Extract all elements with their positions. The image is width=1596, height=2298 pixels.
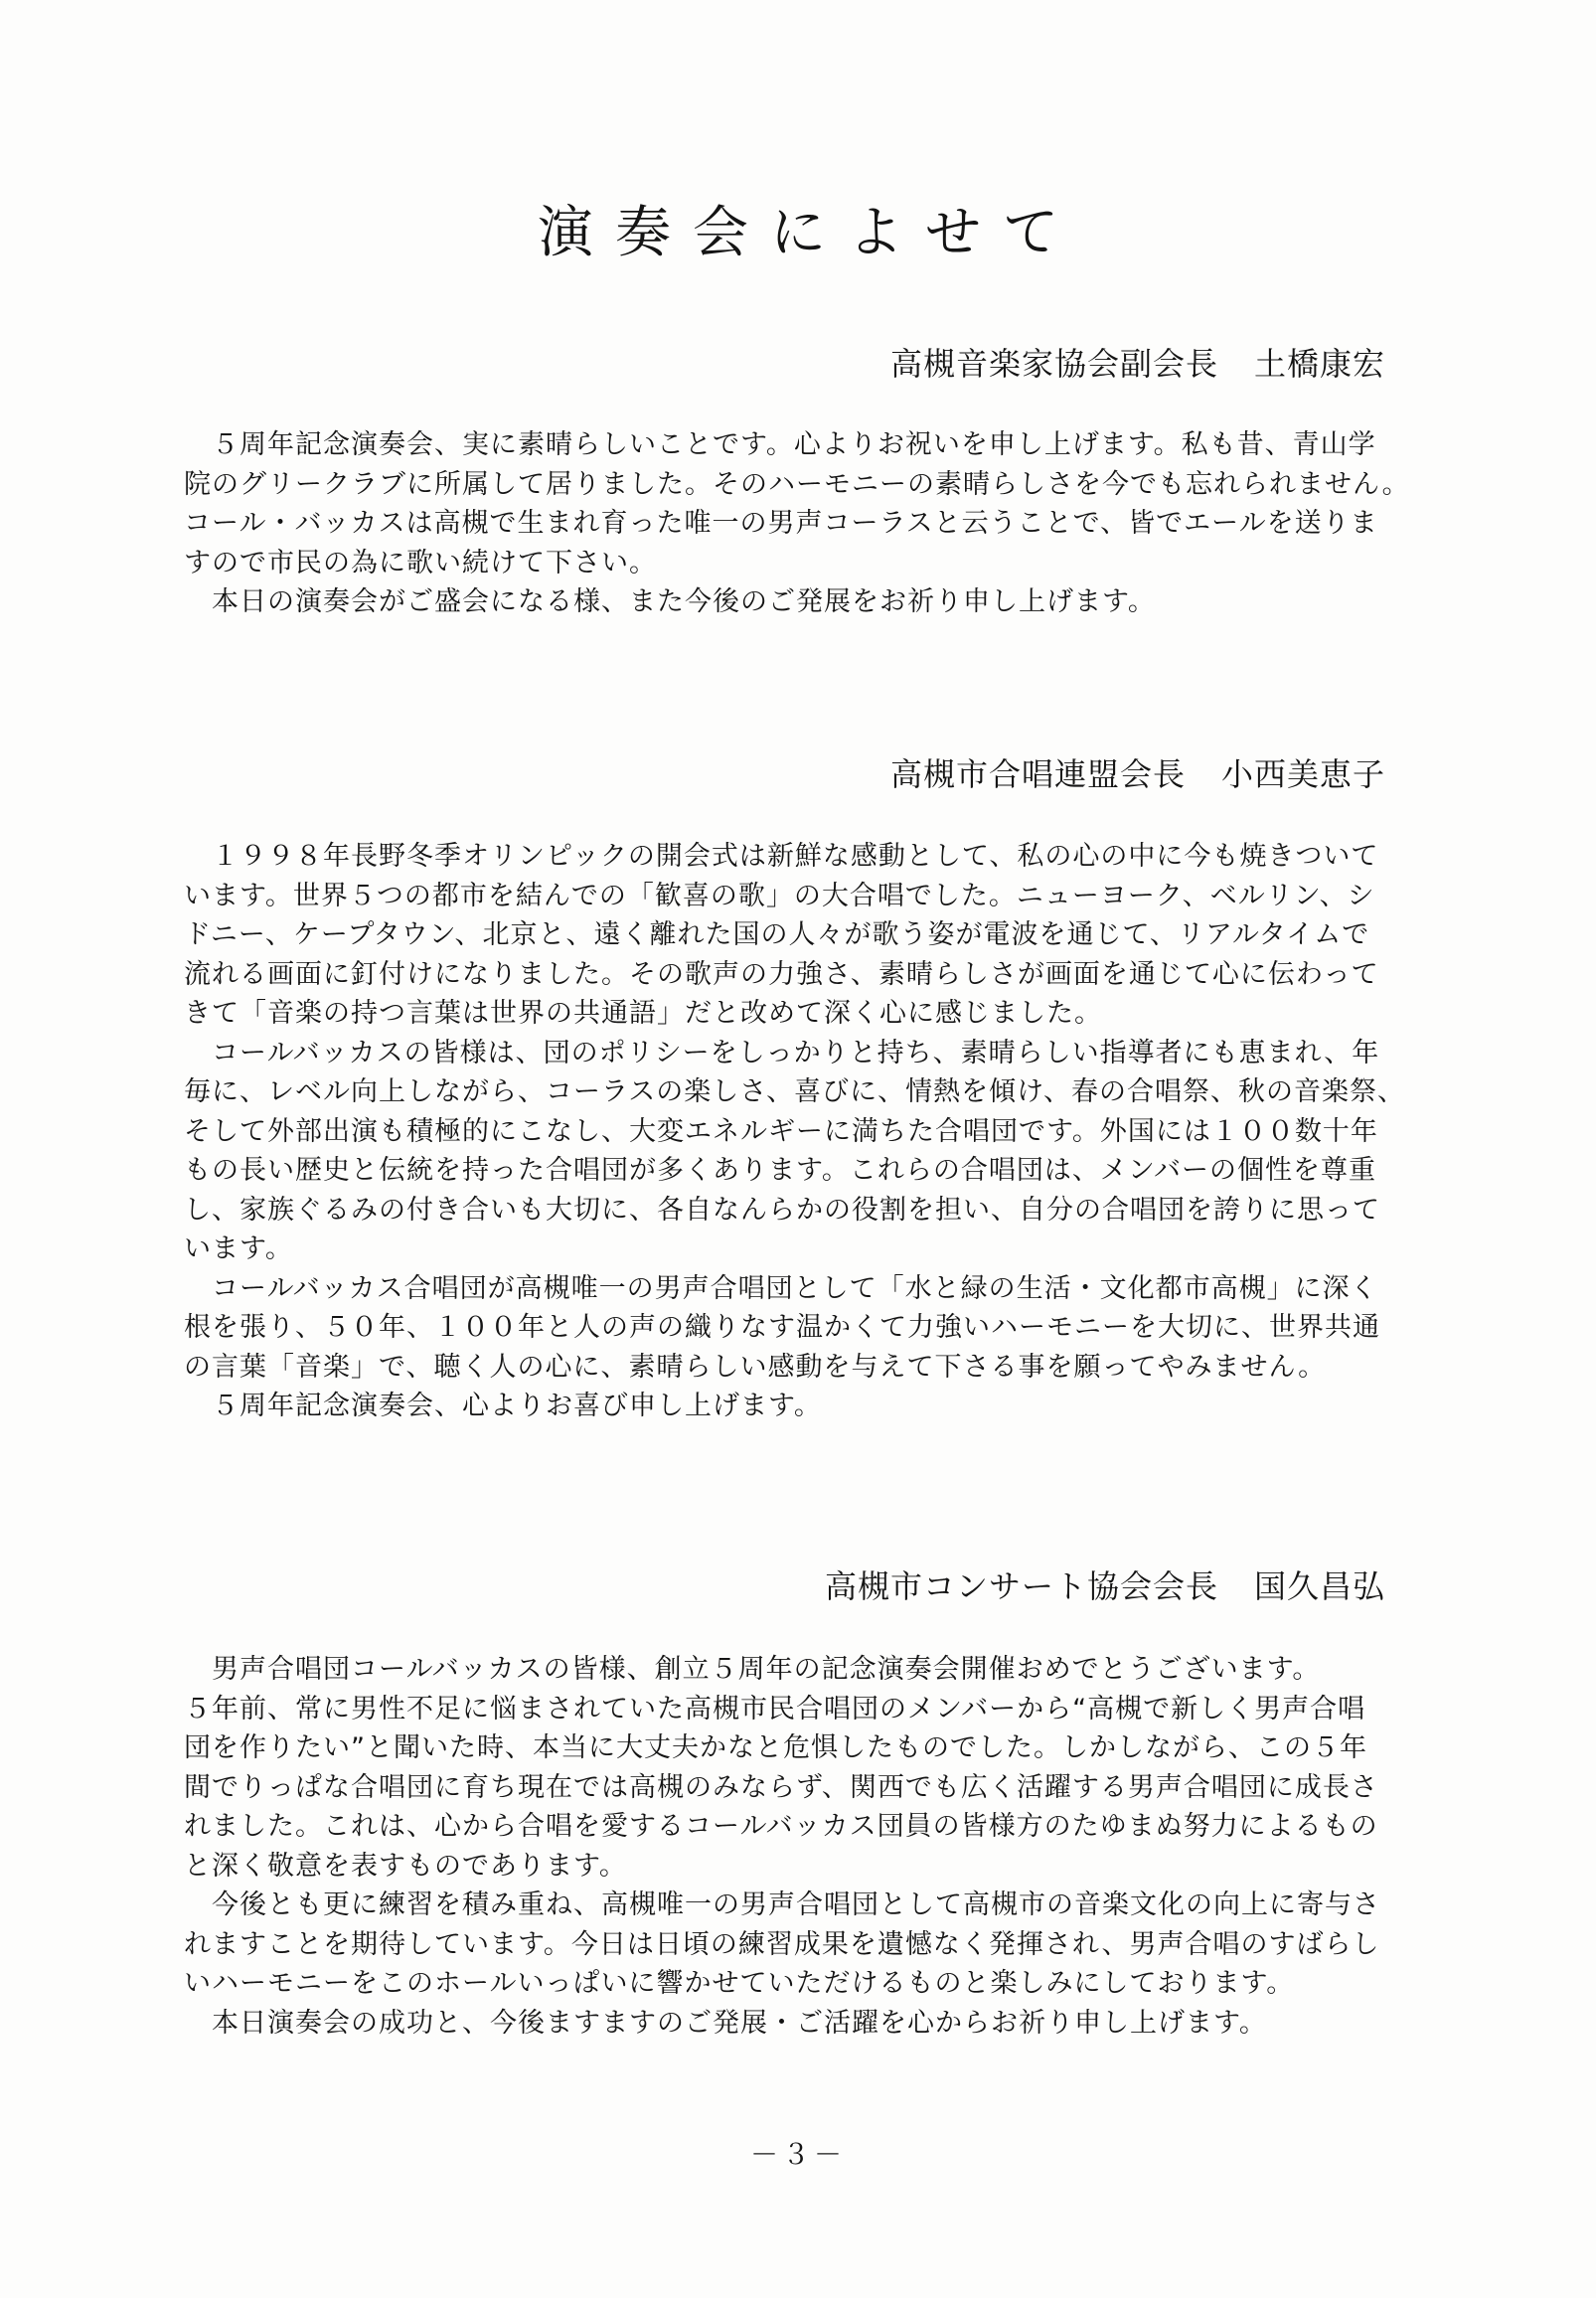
text-line: すので市民の為に歌い続けて下さい。 xyxy=(184,547,657,578)
page-title: 演奏会によせて xyxy=(538,201,1080,265)
text-line: もの長い歴史と伝統を持った合唱団が多くあります。これらの合唱団は、メンバーの個性を尊重 xyxy=(184,1155,1376,1186)
author-role: 高槻音楽家協会副会長 xyxy=(889,345,1218,383)
message-body xyxy=(184,425,1410,622)
text-line: の言葉「音楽」で、聴く人の心に、素晴らしい感動を与えて下さる事を願ってやみません。 xyxy=(184,1351,1327,1383)
page-number: －３－ xyxy=(749,2138,846,2171)
text-line: １９９８年長野冬季オリンピックの開会式は新鮮な感動として、私の心の中に今も焼きついて xyxy=(184,841,1379,872)
author-line xyxy=(890,750,1385,798)
text-line: 今後とも更に練習を積み重ね、高槻唯一の男声合唱団として高槻市の音楽文化の向上に寄与さ xyxy=(184,1889,1380,1920)
text-line: 根を張り、５０年、１００年と人の声の織りなす温かくて力強いハーモニーを大切に、世界共通 xyxy=(184,1312,1380,1343)
author-role: 高槻市コンサート協会会長 xyxy=(824,1567,1218,1605)
message-body xyxy=(184,837,1406,1426)
text-line: 間でりっぱな合唱団に育ち現在では高槻のみならず、関西でも広く活躍する男声合唱団に成長さ xyxy=(184,1771,1378,1803)
text-line: 本日の演奏会がご盛会になる様、また今後のご発展をお祈り申し上げます。 xyxy=(184,586,1156,617)
text-line: いハーモニーをこのホールいっぱいに響かせていただけるものと楽しみにしております。 xyxy=(184,1968,1295,1999)
author-line xyxy=(890,340,1385,388)
text-line: 団を作りたい”と聞いた時、本当に大丈夫かなと危惧したものでした。しかしながら、この５年 xyxy=(184,1732,1367,1763)
text-line: ドニー、ケープタウン、北京と、遠く離れた国の人々が歌う姿が電波を通じて、リアルタイムで xyxy=(184,919,1370,950)
text-line: います。 xyxy=(184,1233,293,1264)
author-name: 土橋康宏 xyxy=(1253,345,1385,383)
text-line: きて「音楽の持つ言葉は世界の共通語」だと改めて深く心に感じました。 xyxy=(184,998,1102,1029)
text-line: 本日演奏会の成功と、今後ますますのご発展・ご活躍を心からお祈り申し上げます。 xyxy=(184,2007,1267,2039)
text-line: 院のグリークラブに所属して居りました。そのハーモニーの素晴らしさを今でも忘れられません。 xyxy=(184,468,1410,500)
text-line: コールバッカスの皆様は、団のポリシーをしっかりと持ち、素晴らしい指導者にも恵まれ、年 xyxy=(184,1037,1380,1068)
text-line: れますことを期待しています。今日は日頃の練習成果を遺憾なく発揮され、男声合唱のすばらし xyxy=(184,1928,1380,1960)
text-line: コールバッカス合唱団が高槻唯一の男声合唱団として「水と緑の生活・文化都市高槻」に深く xyxy=(184,1272,1378,1304)
text-line: 流れる画面に釘付けになりました。その歌声の力強さ、素晴らしさが画面を通じて心に伝わって xyxy=(184,958,1379,990)
author-name: 小西美恵子 xyxy=(1220,755,1385,793)
text-line: そして外部出演も積極的にこなし、大変エネルギーに満ちた合唱団です。外国には１００数十年 xyxy=(184,1115,1378,1147)
message-body xyxy=(184,1650,1406,2043)
author-name: 国久昌弘 xyxy=(1253,1567,1385,1605)
author-line xyxy=(825,1562,1385,1610)
text-line: ５周年記念演奏会、実に素晴らしいことです。心よりお祝いを申し上げます。私も昔、青山学 xyxy=(184,429,1376,460)
text-line: と深く敬意を表すものであります。 xyxy=(184,1850,627,1882)
text-line: ５年前、常に男性不足に悩まされていた高槻市民合唱団のメンバーから“高槻で新しく男声合唱 xyxy=(184,1693,1366,1724)
text-line: 男声合唱団コールバッカスの皆様、創立５周年の記念演奏会開催おめでとうございます。 xyxy=(184,1654,1321,1685)
text-line: コール・バッカスは高槻で生まれ育った唯一の男声コーラスと云うことで、皆でエールを送りま xyxy=(184,508,1378,539)
text-line: います。世界５つの都市を結んでの「歓喜の歌」の大合唱でした。ニューヨーク、ベルリン、シ xyxy=(184,880,1375,911)
text-line: れました。これは、心から合唱を愛するコールバッカス団員の皆様方のたゆまぬ努力によるもの xyxy=(184,1811,1378,1842)
text-line: ５周年記念演奏会、心よりお喜び申し上げます。 xyxy=(184,1391,822,1421)
text-line: 毎に、レベル向上しながら、コーラスの楽しさ、喜びに、情熱を傾け、春の合唱祭、秋の音楽祭、 xyxy=(184,1076,1406,1107)
text-line: し、家族ぐるみの付き合いも大切に、各自なんらかの役割を担い、自分の合唱団を誇りに思って xyxy=(184,1194,1380,1226)
author-role: 高槻市合唱連盟会長 xyxy=(889,755,1186,793)
